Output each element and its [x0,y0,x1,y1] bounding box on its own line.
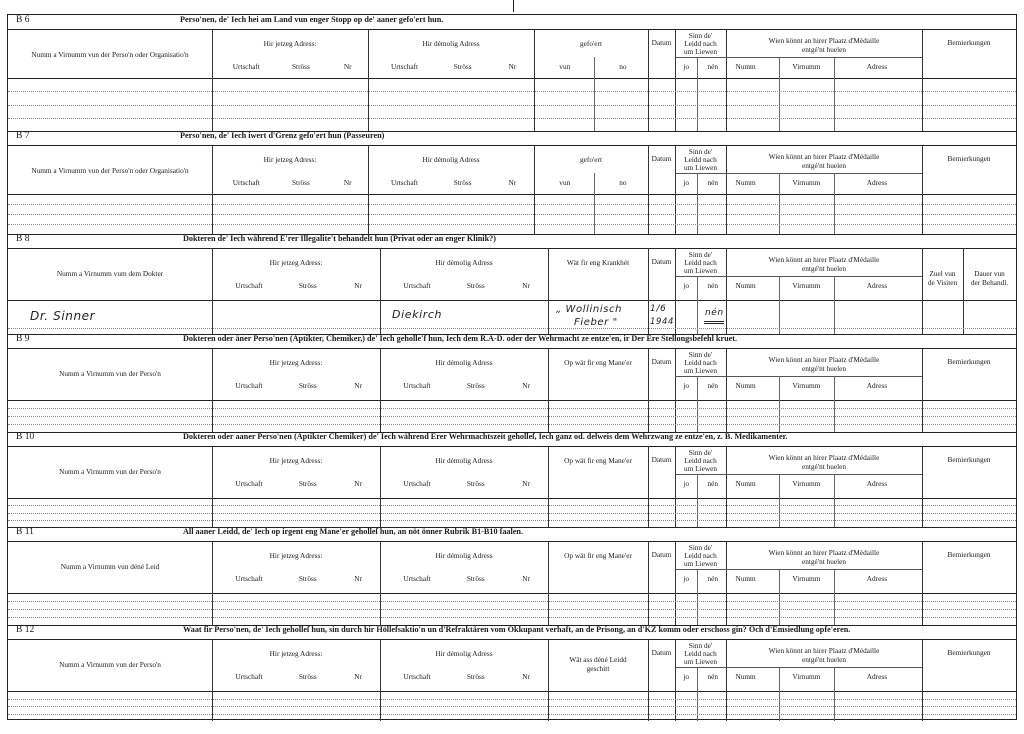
remarks-header: Bemierkungen [947,455,991,464]
section-b9 [8,334,1016,432]
town-subheader: Urtschaft [232,178,260,187]
number-subheader: Nr [354,672,363,681]
column-divider [368,29,369,131]
alive-header: um Liewen [683,464,718,473]
fate-header: geschitt [586,664,610,673]
alive-header: Sinn de' [688,350,713,359]
date-header: Datum [651,257,672,266]
number-subheader: Nr [354,281,363,290]
section-title: Dokteren oder äner Perso'nen (Aptikter, Chemiker,) de' Iech geholle'f hun, Iech dem R.A-D. oder der Wehrmacht ze entze'en, ir Der Ere Stellongsbefehl kruet. [183,334,738,343]
column-divider [368,145,369,234]
column-divider [779,276,780,334]
medal-address-subheader: Adress [866,178,888,187]
column-divider [834,667,835,721]
medal-firstname-subheader: Virnumm [792,381,821,390]
yes-subheader: jo [683,574,690,583]
column-divider [834,276,835,334]
section-b12 [8,625,1016,721]
former-address-header: Hir démolig Adress [435,358,493,367]
medal-header: entgé'nt huelen [801,45,847,54]
column-divider [726,446,727,527]
row-divider [726,569,922,570]
date-header: Datum [651,550,672,559]
column-divider [548,348,549,432]
column-divider [697,57,698,131]
section-title: Waat fir Perso'nen, de' Iech geholleſ hun, sin durch hir Höllefsaktio'n un d'Refraktären vom Okkupant verhaft, an de Prisong, an d'KZ komm oder erschoss gin? Och d'Emsiedlung opfe'eren. [183,625,851,634]
to-subheader: no [619,62,627,71]
current-address-header: Hir jetzeg Adress: [263,39,317,48]
section-b8 [8,234,1016,334]
column-divider [648,29,649,131]
number-subheader: Nr [522,479,531,488]
number-subheader: Nr [522,574,531,583]
column-divider [963,248,964,334]
handwritten-former-town: Diekirch [392,308,443,321]
row-divider [675,276,726,277]
number-subheader: Nr [343,178,352,187]
column-divider [922,348,923,432]
number-subheader: Nr [354,381,363,390]
section-b6 [8,15,1016,131]
medal-firstname-subheader: Virnumm [792,281,821,290]
remarks-header: Bemierkungen [947,357,991,366]
number-subheader: Nr [508,178,517,187]
section-heading [8,131,1016,146]
row-divider [726,376,922,377]
column-divider [548,248,549,334]
section-b7 [8,131,1016,234]
header-bottom-rule [8,498,1016,499]
no-subheader: nén [707,479,719,488]
row-divider [8,416,1016,417]
underline-mark [704,323,724,324]
medal-name-subheader: Numm [735,178,756,187]
medal-address-subheader: Adress [866,381,888,390]
town-subheader: Urtschaft [403,281,431,290]
medal-firstname-subheader: Virnumm [792,672,821,681]
medal-header: entgé'nt huelen [801,557,847,566]
town-subheader: Urtschaft [232,62,260,71]
street-subheader: Ströss [466,281,485,290]
alive-header: Leidd nach [684,39,717,48]
row-divider [8,617,1016,618]
row-divider [675,474,726,475]
town-subheader: Urtschaft [235,479,263,488]
former-address-header: Hir démolig Adress [435,456,493,465]
medal-name-subheader: Numm [735,62,756,71]
section-title: Perso'nen, de' Iech hei am Land vun enger Stopp op de' aaner gefo'ert hun. [180,15,444,24]
medal-header: entgé'nt huelen [801,161,847,170]
visits-header: Zuel vun [929,269,956,278]
column-divider [675,446,676,527]
no-subheader: nén [707,62,719,71]
current-address-header: Hir jetzeg Adress: [269,358,323,367]
name-header: Numm a Virnumm vun der Perso'n [59,467,161,476]
row-divider [675,57,726,58]
street-subheader: Ströss [453,178,472,187]
name-header: Numm a Virnumm vum dem Dokter [56,269,164,278]
header-bottom-rule [8,593,1016,594]
no-subheader: nén [707,178,719,187]
column-divider [212,348,213,432]
town-subheader: Urtschaft [390,62,419,71]
alive-header: um Liewen [683,559,718,568]
medal-firstname-subheader: Virnumm [792,479,821,488]
no-subheader: nén [707,672,719,681]
yes-subheader: jo [683,479,690,488]
street-subheader: Ströss [298,381,317,390]
row-divider [675,173,726,174]
row-divider [8,714,1016,715]
former-address-header: Hir démolig Adress [435,258,493,267]
number-subheader: Nr [522,281,531,290]
header-bottom-rule [8,78,1016,79]
handwritten-date: 1944 [650,317,675,327]
row-divider [8,91,1016,92]
number-subheader: Nr [354,479,363,488]
row-divider [8,699,1016,700]
column-divider [380,348,381,432]
medal-address-subheader: Adress [866,62,888,71]
no-subheader: nén [707,281,719,290]
row-divider [8,224,1016,225]
street-subheader: Ströss [298,479,317,488]
town-subheader: Urtschaft [235,672,263,681]
former-address-header: Hir démolig Adress [435,551,493,560]
column-divider [697,276,698,334]
section-title: Perso'nen, de' Iech iwert d'Grenz gefo'ert hun (Passeuren) [180,131,385,140]
column-divider [922,541,923,625]
column-divider [380,248,381,334]
street-subheader: Ströss [298,281,317,290]
street-subheader: Ströss [291,62,310,71]
medal-header: Wien könnt an hirer Plaatz d'Médaille [768,646,880,655]
row-divider [8,609,1016,610]
column-divider [534,145,535,234]
alive-header: Sinn de' [688,31,713,40]
duration-header: Dauer vun [974,269,1005,278]
remarks-header: Bemierkungen [947,154,991,163]
manner-header: Op wät fir eng Mane'er [564,551,632,560]
yes-subheader: jo [683,178,690,187]
row-divider [8,204,1016,205]
medal-header: entgé'nt huelen [801,655,847,664]
number-subheader: Nr [354,574,363,583]
medal-address-subheader: Adress [866,479,888,488]
handwritten-illness: „ Wollinisch [556,304,623,315]
manner-header: Op wät fir eng Mane'er [564,358,632,367]
street-subheader: Ströss [466,672,485,681]
column-divider [726,541,727,625]
header-bottom-rule [8,300,1016,301]
row-divider [8,214,1016,215]
current-address-header: Hir jetzeg Adress: [269,456,323,465]
column-divider [548,446,549,527]
alive-header: Sinn de' [688,543,713,552]
medal-header: Wien könnt an hirer Plaatz d'Médaille [768,453,880,462]
alive-header: um Liewen [683,366,718,375]
column-divider [212,541,213,625]
section-b10 [8,432,1016,527]
date-header: Datum [651,154,672,163]
section-code: B 7 [16,131,30,141]
column-divider [675,541,676,625]
column-divider [594,57,595,131]
street-subheader: Ströss [466,574,485,583]
section-code: B 11 [16,527,34,537]
name-header: Numm a Virnumm vun der Perso'n [59,660,161,669]
row-divider [675,667,726,668]
medal-name-subheader: Numm [735,672,756,681]
name-header: Numm a Virnumm vun der Perso'n oder Organisatio'n [31,166,189,175]
remarks-header: Bemierkungen [947,550,991,559]
medal-firstname-subheader: Virnumm [792,62,821,71]
section-code: B 6 [16,15,30,25]
no-subheader: nén [707,381,719,390]
number-subheader: Nr [522,381,531,390]
duration-header: der Behandl. [970,278,1009,287]
column-divider [726,145,727,234]
manner-header: Op wät fir eng Mane'er [564,456,632,465]
from-subheader: vun [559,178,571,187]
column-divider [675,248,676,334]
column-divider [922,145,923,234]
handwritten-illness: Fieber " [574,317,618,328]
date-header: Datum [651,38,672,47]
alive-header: Leidd nach [684,649,717,658]
column-divider [212,639,213,721]
column-divider [922,639,923,721]
column-divider [726,639,727,721]
row-divider [675,376,726,377]
column-divider [380,541,381,625]
remarks-header: Bemierkungen [947,648,991,657]
current-address-header: Hir jetzeg Adress: [269,258,323,267]
column-divider [212,29,213,131]
street-subheader: Ströss [298,672,317,681]
row-divider [726,474,922,475]
column-divider [922,29,923,131]
medal-header: Wien könnt an hirer Plaatz d'Médaille [768,355,880,364]
column-divider [212,248,213,334]
name-header: Numm a Virnumm vun der Perso'n oder Organisatio'n [31,50,189,59]
column-divider [922,248,923,334]
section-heading [8,234,1016,249]
town-subheader: Urtschaft [403,381,431,390]
town-subheader: Urtschaft [403,479,431,488]
medal-address-subheader: Adress [866,672,888,681]
column-divider [726,29,727,131]
column-divider [380,446,381,527]
header-bottom-rule [8,691,1016,692]
section-code: B 9 [16,334,30,344]
town-subheader: Urtschaft [235,281,263,290]
row-divider [8,513,1016,514]
row-divider [726,57,922,58]
section-b11 [8,527,1016,625]
town-subheader: Urtschaft [403,672,431,681]
column-divider [648,541,649,625]
alive-header: Sinn de' [688,250,713,259]
alive-header: Sinn de' [688,147,713,156]
section-code: B 10 [16,432,35,442]
column-divider [675,145,676,234]
alive-header: Sinn de' [688,641,713,650]
yes-subheader: jo [683,381,690,390]
column-divider [648,348,649,432]
questionnaire-form [7,14,1017,720]
medal-firstname-subheader: Virnumm [792,178,821,187]
medal-name-subheader: Numm [735,574,756,583]
number-subheader: Nr [522,672,531,681]
medal-header: Wien könnt an hirer Plaatz d'Médaille [768,548,880,557]
former-address-header: Hir démolig Adress [422,155,480,164]
date-header: Datum [651,357,672,366]
medal-header: entgé'nt huelen [801,462,847,471]
town-subheader: Urtschaft [390,178,419,187]
alive-header: um Liewen [683,163,718,172]
column-divider [548,639,549,721]
row-divider [8,424,1016,425]
town-subheader: Urtschaft [403,574,431,583]
row-divider [8,706,1016,707]
yes-subheader: jo [683,672,690,681]
column-divider [697,667,698,721]
section-title: Dokteren oder aaner Perso'nen (Aptikter Chemiker) de' Iech während Erer Wehrmachtszeit geholleſ, Iech ganz od. delweis dem Wehrzwang ze entze'en, z. B. Medikamenter. [183,432,788,441]
column-divider [534,29,535,131]
row-divider [8,520,1016,521]
medal-header: Wien könnt an hirer Plaatz d'Médaille [768,255,880,264]
row-divider [8,328,1016,329]
alive-header: um Liewen [683,657,718,666]
row-divider [726,667,922,668]
no-subheader: nén [707,574,719,583]
row-divider [726,276,922,277]
row-divider [8,601,1016,602]
street-subheader: Ströss [466,381,485,390]
alive-header: um Liewen [683,47,718,56]
street-subheader: Ströss [453,62,472,71]
column-divider [675,29,676,131]
column-divider [922,446,923,527]
row-divider [726,173,922,174]
visits-header: de Visiten [927,278,958,287]
section-heading [8,15,1016,30]
underline-mark [704,321,724,322]
yes-subheader: jo [683,62,690,71]
alive-header: Leidd nach [684,358,717,367]
section-code: B 12 [16,625,35,635]
from-subheader: vun [559,62,571,71]
alive-header: Sinn de' [688,448,713,457]
medal-name-subheader: Numm [735,281,756,290]
illness-header: Wät fir eng Krankhét [566,258,630,267]
section-title: All aaner Leidd, de' Iech op irgent eng Mane'er geholleſ hun, an nöt önner Rubrik B1-B10 faalen. [183,527,524,536]
column-divider [212,145,213,234]
medal-name-subheader: Numm [735,479,756,488]
row-divider [8,505,1016,506]
medal-header: entgé'nt huelen [801,264,847,273]
transport-header: gefo'ert [580,155,602,164]
alive-header: Leidd nach [684,155,717,164]
name-header: Numm a Virnumm vun déné Leid [60,562,160,571]
medal-header: Wien könnt an hirer Plaatz d'Médaille [768,152,880,161]
column-divider [834,57,835,131]
column-divider [648,446,649,527]
section-code: B 8 [16,234,30,244]
column-divider [648,145,649,234]
column-divider [726,348,727,432]
remarks-header: Bemierkungen [947,38,991,47]
column-divider [212,446,213,527]
town-subheader: Urtschaft [235,381,263,390]
alive-header: Leidd nach [684,456,717,465]
town-subheader: Urtschaft [235,574,263,583]
current-address-header: Hir jetzeg Adress: [269,551,323,560]
medal-address-subheader: Adress [866,281,888,290]
column-divider [380,639,381,721]
transport-header: gefo'ert [580,39,602,48]
alive-header: Leidd nach [684,551,717,560]
column-divider [648,248,649,334]
row-divider [8,118,1016,119]
street-subheader: Ströss [291,178,310,187]
column-divider [548,541,549,625]
row-divider [675,569,726,570]
number-subheader: Nr [508,62,517,71]
column-divider [675,348,676,432]
header-bottom-rule [8,400,1016,401]
row-divider [8,408,1016,409]
top-marker [513,0,514,12]
column-divider [648,639,649,721]
street-subheader: Ströss [466,479,485,488]
row-divider [8,105,1016,106]
medal-address-subheader: Adress [866,574,888,583]
street-subheader: Ströss [298,574,317,583]
medal-header: Wien könnt an hirer Plaatz d'Médaille [768,36,880,45]
name-header: Numm a Virnumm vun der Perso'n [59,369,161,378]
to-subheader: no [619,178,627,187]
date-header: Datum [651,648,672,657]
column-divider [675,639,676,721]
date-header: Datum [651,455,672,464]
handwritten-doctor-name: Dr. Sinner [30,309,96,323]
column-divider [779,667,780,721]
medal-header: entgé'nt huelen [801,364,847,373]
alive-header: um Liewen [683,266,718,275]
former-address-header: Hir démolig Adress [422,39,480,48]
section-title: Dokteren de' Iech während E'rer Illegalite't behandelt hun (Privat oder an enger Klinik?) [183,234,496,243]
current-address-header: Hir jetzeg Adress: [269,649,323,658]
column-divider [779,57,780,131]
header-bottom-rule [8,194,1016,195]
fate-header: Wät ass déné Leidd [569,655,627,664]
current-address-header: Hir jetzeg Adress: [263,155,317,164]
yes-subheader: jo [683,281,690,290]
medal-name-subheader: Numm [735,381,756,390]
number-subheader: Nr [343,62,352,71]
former-address-header: Hir démolig Adress [435,649,493,658]
handwritten-alive-no: nén [705,308,724,318]
column-divider [726,248,727,334]
medal-firstname-subheader: Virnumm [792,574,821,583]
alive-header: Leidd nach [684,258,717,267]
handwritten-date: 1/6 [650,304,667,314]
